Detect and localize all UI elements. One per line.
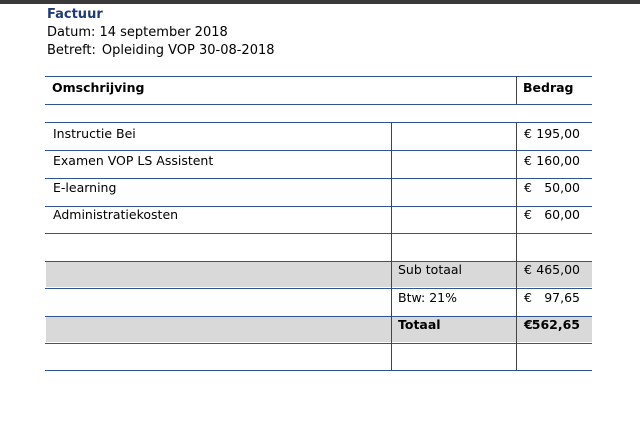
currency-symbol: € [524,126,532,141]
table-rule [45,316,592,317]
amount-value: 97,65 [544,290,580,305]
row-description: Examen VOP LS Assistent [53,153,214,168]
amount-value: 60,00 [544,207,580,222]
amount-value: 50,00 [544,180,580,195]
header-description: Omschrijving [52,80,145,95]
currency-symbol: € [524,180,532,195]
row-description: E-learning [53,180,117,195]
column-divider [516,122,517,370]
table-rule [45,288,592,289]
amount-value: 465,00 [536,262,580,277]
table-rule [45,261,592,262]
amount-value: 562,65 [531,317,580,332]
column-divider [516,76,517,104]
vat-label: Btw: 21% [398,290,457,305]
currency-symbol: € [524,317,533,332]
table-rule [45,233,592,234]
table-rule [45,370,592,371]
invoice-table [45,76,592,376]
subtotal-row-shading [46,261,592,287]
subject-value: Opleiding VOP 30-08-2018 [101,43,275,58]
subtotal-label: Sub totaal [398,262,463,277]
invoice-subject [47,43,275,59]
table-rule [45,178,592,179]
invoice-title: Factuur [47,7,103,22]
currency-symbol: € [524,290,532,305]
row-description: Administratiekosten [53,207,179,222]
currency-symbol: € [524,262,532,277]
total-label: Totaal [398,317,441,332]
header-amount: Bedrag [523,80,574,95]
row-description: Instructie Bei [53,126,136,141]
column-divider [391,122,392,370]
subject-label: Betreft: [47,43,96,58]
table-rule [45,343,592,344]
table-rule [45,104,592,105]
invoice-date: Datum: 14 september 2018 [47,25,228,40]
currency-symbol: € [524,207,532,222]
amount-value: 195,00 [536,126,580,141]
table-rule [45,122,592,123]
window-top-bar [0,0,640,4]
amount-value: 160,00 [536,153,580,168]
table-rule [45,150,592,151]
total-row-shading [46,316,592,342]
table-rule [45,76,592,77]
currency-symbol: € [524,153,532,168]
